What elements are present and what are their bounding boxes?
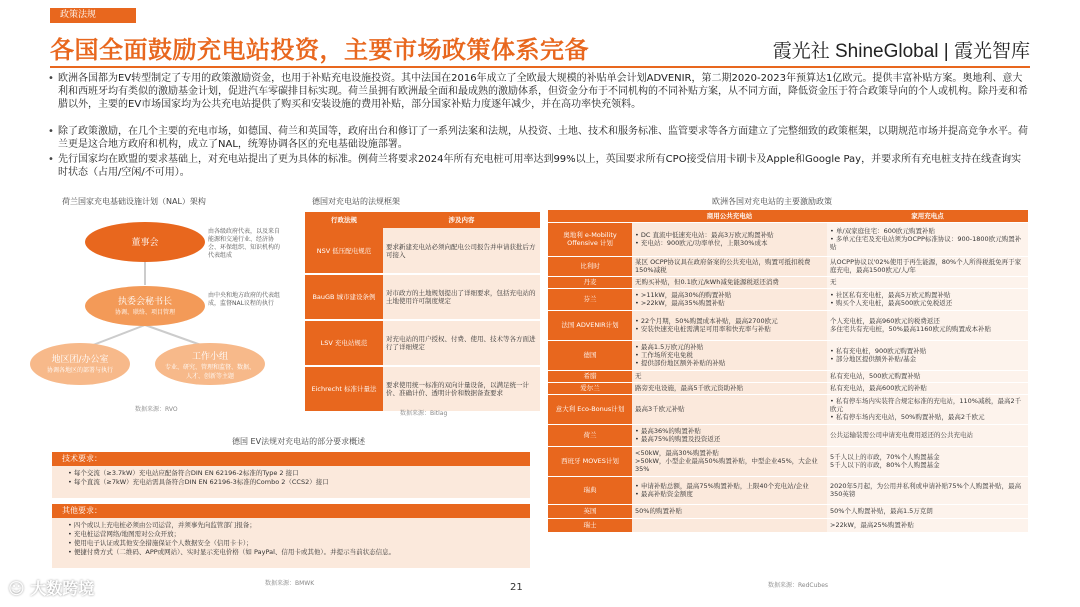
eu-country: 奥地利 e-Mobility Offensive 计划 xyxy=(548,222,632,256)
req-other-item: • 使用电子认证或其他安全措施保证个人数据安全（信用卡卡）； xyxy=(68,539,253,547)
req-other-item: • 便捷付费方式（二维码、APP或网站）、实时显示充电价格（如 PayPal、信用卡或其他）。并提示当前状态信息。 xyxy=(68,548,396,556)
eu-public: • >11kW，最高30%的购置补贴 • >22kW，最高35%购置补贴 xyxy=(632,288,827,310)
table-row xyxy=(548,310,1028,340)
de-table-header xyxy=(305,212,540,228)
bullet-3: • 先行国家均在欧盟的要求基础上，对充电站提出了更为具体的标准。例荷兰将要求2024年所有充电桩可用率达到99%以上，英国要求所有CPO接受信用卡刷卡及Apple和Google Pay，并要求所有充电桩支持在线查询实时状态（占用/空闲/不可用）。 xyxy=(58,153,1028,179)
nal-workgroup xyxy=(155,343,265,385)
eu-country: 西班牙 MOVES计划 xyxy=(548,446,632,476)
de-law: BauGB 城市建设条例 xyxy=(305,274,383,320)
eu-country: 荷兰 xyxy=(548,424,632,446)
watermark-logo xyxy=(8,576,94,599)
page-title: 各国全面鼓励充电站投资，主要市场政策体系完备 xyxy=(50,36,589,64)
eu-public xyxy=(632,518,827,532)
eu-public: • 最高1.5万欧元的补贴 • 工作场所充电免税 • 提供部份地区额外补贴的补贴 xyxy=(632,340,827,370)
nal-workgroup-label: 工作小组 xyxy=(191,352,228,362)
eu-home: • 私有停车场内实装符合规定标准的充电站，110%减税，最高2千欧元 • 私有停车场内充电站，50%购置补贴，最高2千欧元 xyxy=(827,394,1028,424)
nal-board-note: 由各级政府代表，以及来自能源和交通行业、经济协会、环保组织、知识机构的代表组成 xyxy=(208,228,281,259)
table-row xyxy=(548,504,1028,518)
de-law: LSV 充电站规范 xyxy=(305,320,383,366)
table-row xyxy=(305,320,540,366)
eu-public: 无购买补贴，但0.1欧元/kWh减免能源税返还消费 xyxy=(632,276,827,288)
page-number: 21 xyxy=(510,582,523,593)
nal-regional xyxy=(30,343,130,385)
eu-table xyxy=(548,210,1028,533)
section-tag: 政策法规 xyxy=(50,8,136,23)
de-law: NSV 低压配电规范 xyxy=(305,228,383,274)
req-other-item: • 四个或以上充电桩必须由公司运营，并须事先向监管部门报备； xyxy=(68,521,256,529)
de-law: Eichrecht 标准计量法 xyxy=(305,366,383,412)
eu-home: 50%个人购置补贴，最高1.5万克朗 xyxy=(827,504,1028,518)
eu-home: • 私有充电桩，900欧元购置补贴 • 部分地区提供额外补贴/基金 xyxy=(827,340,1028,370)
eu-country: 丹麦 xyxy=(548,276,632,288)
table-row xyxy=(548,382,1028,394)
req-tech-item: • 每个交流（≥3.7kW）充电站应配备符合DIN EN 62196-2标准的Type 2 接口 xyxy=(68,469,299,477)
eu-public: • 22个月期，50%购置成本补贴，最高2700欧元 • 安装快速充电桩需满足可用率和快充率与补贴 xyxy=(632,310,827,340)
table-row xyxy=(548,518,1028,532)
eu-public: 最高3千欧元补贴 xyxy=(632,394,827,424)
eu-home: >22kW，最高25%购置补贴 xyxy=(827,518,1028,532)
eu-home: • 社区私有充电桩，最高5万欧元购置补贴 • 购买个人充电桩，最高500欧元免税返还 xyxy=(827,288,1028,310)
eu-country: 瑞典 xyxy=(548,476,632,504)
table-row xyxy=(548,424,1028,446)
table-row xyxy=(305,366,540,412)
de-caption: 德国对充电站的法规框架 xyxy=(312,197,400,206)
eu-table-header xyxy=(548,210,1028,222)
table-row xyxy=(305,274,540,320)
de-desc: 对市政方的土地规划提出了详细要求，包括充电站的土地使用许可制度规定 xyxy=(383,274,540,320)
nal-regional-sub: 协调各地区的部署与执行 xyxy=(46,367,113,374)
table-row xyxy=(548,394,1028,424)
req-other-box xyxy=(52,504,530,568)
table-row xyxy=(548,370,1028,382)
req-tech-body xyxy=(52,466,530,498)
eu-home: 私有充电站，最高600欧元的补贴 xyxy=(827,382,1028,394)
table-row xyxy=(305,228,540,274)
nal-secretary-note: 由中央和地方政府的代表组成，监督NAL议程的执行 xyxy=(208,292,281,307)
bullet-1: • 欧洲各国都为EV转型制定了专用的政策激励资金，也用于补贴充电设施投资。其中法国在2016年成立了全欧最大规模的补贴单会计划ADVENIR，第二期2020-2023年预算达1亿欧元。提供丰富补贴方案。奥地利、意大利和西班牙均有类似的激励基金计划，促进汽车零碳排目标实现。荷兰虽拥有欧洲最全面和最成熟的激励体系，但资金分布于不同机构的不同补贴方案，从不同方面，降低资金压于符合政策导向的个人或机构。除丹麦和希腊以外，主要的EV市场国家均为公共充电站提供了购买和安装设施的费用补贴，部分国家补贴力度逐年减少，并在高功率快充领料。 xyxy=(58,72,1028,111)
req-other-body xyxy=(52,518,530,568)
nal-secretary-label: 执委会秘书长 xyxy=(117,297,172,307)
eu-public: <50kW，最高30%购置补贴 >50kW，小型企业最高50%购置补贴，中型企业45%，大企业35% xyxy=(632,446,827,476)
eu-home: 无 xyxy=(827,276,1028,288)
req-caption: 德国 EV法规对充电站的部分要求概述 xyxy=(232,437,366,446)
req-tech-box xyxy=(52,452,530,498)
req-source: 数据来源：BMWK xyxy=(265,580,315,587)
de-source: 数据来源：Bitlag xyxy=(400,410,448,417)
req-tech-head: 技术要求： xyxy=(52,452,530,466)
req-other-item: • 充电桩运营网络/地图需对公众开放； xyxy=(68,530,181,538)
req-other-head: 其他要求： xyxy=(52,504,530,518)
eu-public: • 最高36%的购置补贴 • 最高75%的购置及投资返还 xyxy=(632,424,827,446)
eu-country: 芬兰 xyxy=(548,288,632,310)
table-row xyxy=(548,288,1028,310)
eu-header-country xyxy=(548,210,632,222)
req-tech-item: • 每个直流（≥7kW）充电站需具备符合DIN EN 62196-3标准的Combo 2（CCS2）接口 xyxy=(68,478,329,486)
bullet-2: • 除了政策激励，在几个主要的充电市场，如德国、荷兰和英国等，政府出台和修订了一系列法案和法规，从投资、土地、技术和服务标准、监管要求等各方面建立了完整细致的政策框架，以期规范市场并提高竞争水平。荷兰更是这合地方政府和机构，成立了NAL，统筹协调各区的充电基础设施部署。 xyxy=(58,125,1028,151)
nal-workgroup-sub: 专业、研究、管理和监督、数据、人才、创新等主题 xyxy=(165,364,256,380)
de-table xyxy=(305,212,540,413)
de-desc: 要求新建充电站必须向配电公司报告并申请获批后方可接入 xyxy=(383,228,540,274)
table-row xyxy=(548,256,1028,276)
de-desc: 要求使用统一标准的双向计量设备，以满足统一计价、准确计价、透明计价和数据备查要求 xyxy=(383,366,540,412)
eu-home: 公共运输装需公司申请充电费用返还的公共充电站 xyxy=(827,424,1028,446)
nal-board-label: 董事会 xyxy=(131,238,159,248)
nal-board xyxy=(85,222,205,262)
eu-country: 希腊 xyxy=(548,370,632,382)
table-row xyxy=(548,476,1028,504)
eu-home: 从OCPP协议以'02%使用于再生能源，80%个人所得税抵免再于家庭充电，最高1500欧元/人/年 xyxy=(827,256,1028,276)
eu-country: 德国 xyxy=(548,340,632,370)
table-row xyxy=(548,222,1028,256)
eu-home: 个人充电桩，最高960欧元的税费返还 多住宅共有充电桩，50%最高1160欧元的购置成本补贴 xyxy=(827,310,1028,340)
eu-header-public: 商用公共充电站 xyxy=(632,210,827,222)
eu-country: 英国 xyxy=(548,504,632,518)
eu-public: • 申请补贴总额，最高75%购置补贴，上限40个充电站/企业 • 最高补贴资金额度 xyxy=(632,476,827,504)
nal-secretary xyxy=(85,286,205,326)
nal-secretary-sub: 协调、联络、项目管理 xyxy=(114,309,175,316)
eu-home: 5千人以上的市政，70%个人购置基金 5千人以下的市政，80%个人购置基金 xyxy=(827,446,1028,476)
brand-logo: 霞光社 ShineGlobal | 霞光智库 xyxy=(772,41,1030,62)
eu-public: 50%的购置补贴 xyxy=(632,504,827,518)
nal-regional-label: 地区团/办公室 xyxy=(51,355,109,365)
eu-home: • 单/双家庭住宅：600欧元购置补贴 • 多单元住宅及充电站须为OCPP标准协议：900-1800欧元购置补贴 xyxy=(827,222,1028,256)
eu-country: 比利时 xyxy=(548,256,632,276)
eu-public: 路旁充电设施，最高5千欧元资助补贴 xyxy=(632,382,827,394)
eu-country: 意大利 Eco-Bonus计划 xyxy=(548,394,632,424)
eu-public: 无 xyxy=(632,370,827,382)
eu-country: 瑞士 xyxy=(548,518,632,532)
eu-public: • DC 直流中低速充电站：最高3万欧元购置补贴 • 充电站：900欧元/功率单位，上限30%成本 xyxy=(632,222,827,256)
eu-home: 私有充电站，500欧元购置补贴 xyxy=(827,370,1028,382)
nal-source: 数据来源：RVO xyxy=(135,406,178,413)
title-divider xyxy=(50,66,1030,68)
eu-country: 法国 ADVENIR计划 xyxy=(548,310,632,340)
de-desc: 对充电站的用户授权、付费、使用、技术等各方面进行了详细规定 xyxy=(383,320,540,366)
table-row xyxy=(548,446,1028,476)
watermark-icon: ☺ xyxy=(8,579,25,598)
table-row xyxy=(548,340,1028,370)
table-row xyxy=(548,276,1028,288)
eu-home: 2020年5月起，为公用并私利或申请补贴75%个人购置补贴，最高350英镑 xyxy=(827,476,1028,504)
eu-source: 数据来源：RedCubes xyxy=(768,582,829,589)
eu-country: 爱尔兰 xyxy=(548,382,632,394)
de-header-regulation: 行政法规 xyxy=(305,212,383,228)
de-header-content: 涉及内容 xyxy=(383,212,540,228)
eu-header-home: 家用充电点 xyxy=(827,210,1028,222)
eu-public: 某区 OCPP协议具在政府备案的公共充电站，购置可抵扣税费150%减税 xyxy=(632,256,827,276)
eu-caption: 欧洲各国对充电站的主要激励政策 xyxy=(712,197,832,206)
nal-caption: 荷兰国家充电基础设施计划（NAL）架构 xyxy=(62,197,206,206)
watermark-text: 大数跨境 xyxy=(30,579,95,598)
